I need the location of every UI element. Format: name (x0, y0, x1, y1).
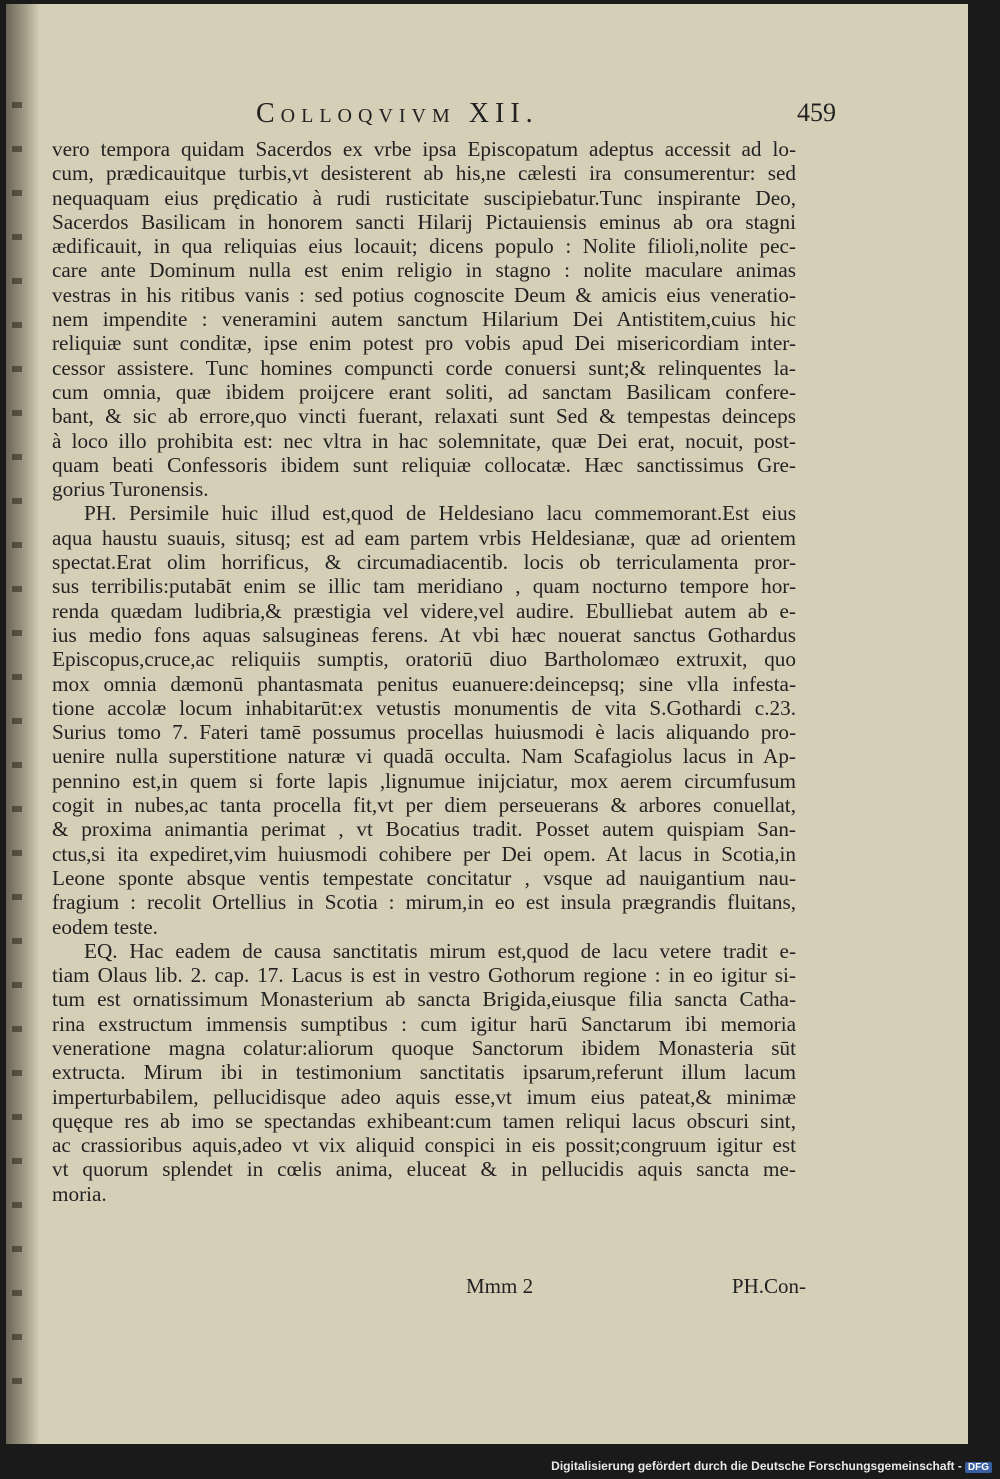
text-line: cessor assistere. Tunc homines compuncti corde conuersi sunt;& relinquentes la- (52, 355, 796, 380)
text-line: aqua haustu suauis, situsq; est ad eam partem vrbis Heldesianæ, quæ ad orientem (52, 525, 796, 550)
text-line: veneratione magna colatur:aliorum quoque Sanctorum ibidem Monasteria sūt (52, 1035, 796, 1060)
text-line: sus terribilis:putabāt enim se illic tam meridiano , quam nocturno tempore hor- (52, 574, 796, 599)
text-line: ius medio fons aquas salsugineas ferens. At vbi hæc nouerat sanctus Gothardus (52, 622, 796, 647)
text-line: à loco illo prohibita est: nec vltra in hac solemnitate, quæ Dei erat, nocuit, post- (52, 428, 796, 453)
text-line: vero tempora quidam Sacerdos ex vrbe ipsa Episcopatum adeptus accessit ad lo- (52, 137, 796, 161)
text-line: imperturbabilem, pellucidisque adeo aquis esse,vt imum eius pateat,& minimæ (52, 1084, 796, 1109)
page-number: 459 (797, 98, 836, 127)
text-line: quam beati Confessoris ibidem sunt reliquiæ collocatæ. Hæc sanctissimus Gre- (52, 452, 796, 477)
text-line: eodem teste. (52, 914, 158, 939)
text-line: tione accolæ locum inhabitarūt:ex vetustis monumentis de vita S.Gothardi c.23. (52, 695, 796, 720)
binding-stitches (12, 64, 22, 1404)
page-footer (466, 1274, 806, 1304)
text-line: ac crassioribus aquis,adeo vt vix aliquid conspici in eis possit;congruum igitur est (52, 1133, 796, 1158)
book-page (6, 4, 968, 1444)
text-line: gorius Turonensis. (52, 477, 209, 502)
text-line: tum est ornatissimum Monasterium ab sancta Brigida,eiusque filia sancta Catha- (52, 987, 796, 1012)
text-line: spectat.Erat olim horrificus, & circumadiacentib. locis ob terriculamenta pror- (52, 550, 796, 575)
text-line: EQ. Hac eadem de causa sanctitatis mirum est,quod de lacu vetere tradit e- (84, 938, 796, 963)
text-line: bant, & sic ab errore,quo vincti fuerant, relaxati sunt Sed & tempestas deinceps (52, 404, 796, 429)
text-line: reliquiæ sunt conditæ, ipse enim potest pro vobis apud Dei misericordiam inter- (52, 331, 796, 356)
text-line: Leone sponte absque ventis tempestate concitatur , vsque ad nauigantium nau- (52, 865, 796, 890)
text-line: tiam Olaus lib. 2. cap. 17. Lacus is est in vestro Gothorum regione : in eo igitur si- (52, 963, 796, 988)
text-line: Sacerdos Basilicam in honorem sancti Hilarij Pictauiensis eminus ab ora stagni (52, 209, 796, 234)
body-text (52, 137, 796, 1206)
text-line: quęque res ab imo se spectandas exhibeant:cum tamen reliqui lacus obscuri sint, (52, 1108, 796, 1133)
text-line: cum omnia, quæ ibidem proijcere erant soliti, ad sanctam Basilicam confere- (52, 379, 796, 404)
binding-gutter (6, 4, 40, 1444)
text-line: cum, prædicauitque turbis,vt desisterent ab his,ne cælesti ira consumerentur: sed (52, 161, 796, 186)
dfg-logo: DFG (965, 1462, 992, 1473)
text-line: uenire nulla superstitione naturæ vi quadā occulta. Nam Scafagiolus lacus in Ap- (52, 744, 796, 769)
text-line: & proxima animantia perimat , vt Bocatius tradit. Posset autem quispiam San- (52, 817, 796, 842)
text-line: mox omnia dæmonū phantasmata penitus euanuere:deincepsq; sine vlla infesta- (52, 671, 796, 696)
text-line: pennino est,in quem si forte lapis ,lignumue inijciatur, mox aerem circumfusum (52, 768, 796, 793)
digitization-credit (551, 1459, 992, 1473)
credit-text: Digitalisierung gefördert durch die Deutsche Forschungsgemeinschaft - (551, 1459, 962, 1473)
running-head (256, 98, 836, 142)
signature-mark: Mmm 2 (466, 1274, 534, 1298)
catchword: PH.Con- (731, 1274, 806, 1298)
text-line: extructa. Mirum ibi in testimonium sanctitatis ipsarum,referunt illum lacum (52, 1060, 796, 1085)
text-line: ctus,si ita expediret,vim huiusmodi cohibere per Dei opem. At lacus in Scotia,in (52, 841, 796, 866)
text-line: Surius tomo 7. Fateri tamē possumus procellas huiusmodi è lacis aliquando pro- (52, 720, 796, 745)
text-line: nequaquam eius prędicatio à rudi rusticitate suscipiebatur.Tunc inspirante Deo, (52, 185, 796, 210)
text-line: vt quorum splendet in cœlis anima, eluceat & in pellucidis aquis sancta me- (52, 1157, 796, 1182)
text-line: fragium : recolit Ortellius in Scotia : mirum,in eo est insula prægrandis fluitans, (52, 890, 796, 915)
text-line: renda quædam ludibria,& præstigia vel videre,vel audire. Ebulliebat autem ab e- (52, 598, 796, 623)
text-line: nem impendite : veneramini autem sanctum Hilarium Dei Antistitem,cuius hic (52, 307, 796, 332)
text-line: rina exstructum immensis sumptibus : cum igitur harū Sanctarum ibi memoria (52, 1011, 796, 1036)
text-line: cogit in nubes,ac tanta procella fit,vt per diem perseuerans & arbores conuellat, (52, 793, 796, 818)
running-head-title: Colloqvivm XII. (256, 98, 539, 129)
text-line: care ante Dominum nulla est enim religio in stagno : nolite maculare animas (52, 258, 796, 283)
text-line: ædificauit, in qua reliquias eius locauit; dicens populo : Nolite filioli,nolite pec- (52, 234, 796, 259)
text-line: PH. Persimile huic illud est,quod de Heldesiano lacu commemorant.Est eius (84, 501, 796, 526)
text-line: Episcopus,cruce,ac reliquiis sumptis, oratoriū diuo Bartholomæo extruxit, quo (52, 647, 796, 672)
text-line: moria. (52, 1181, 107, 1206)
text-line: vestras in his ritibus vanis : sed potius cognoscite Deum & amicis eius veneratio- (52, 282, 796, 307)
